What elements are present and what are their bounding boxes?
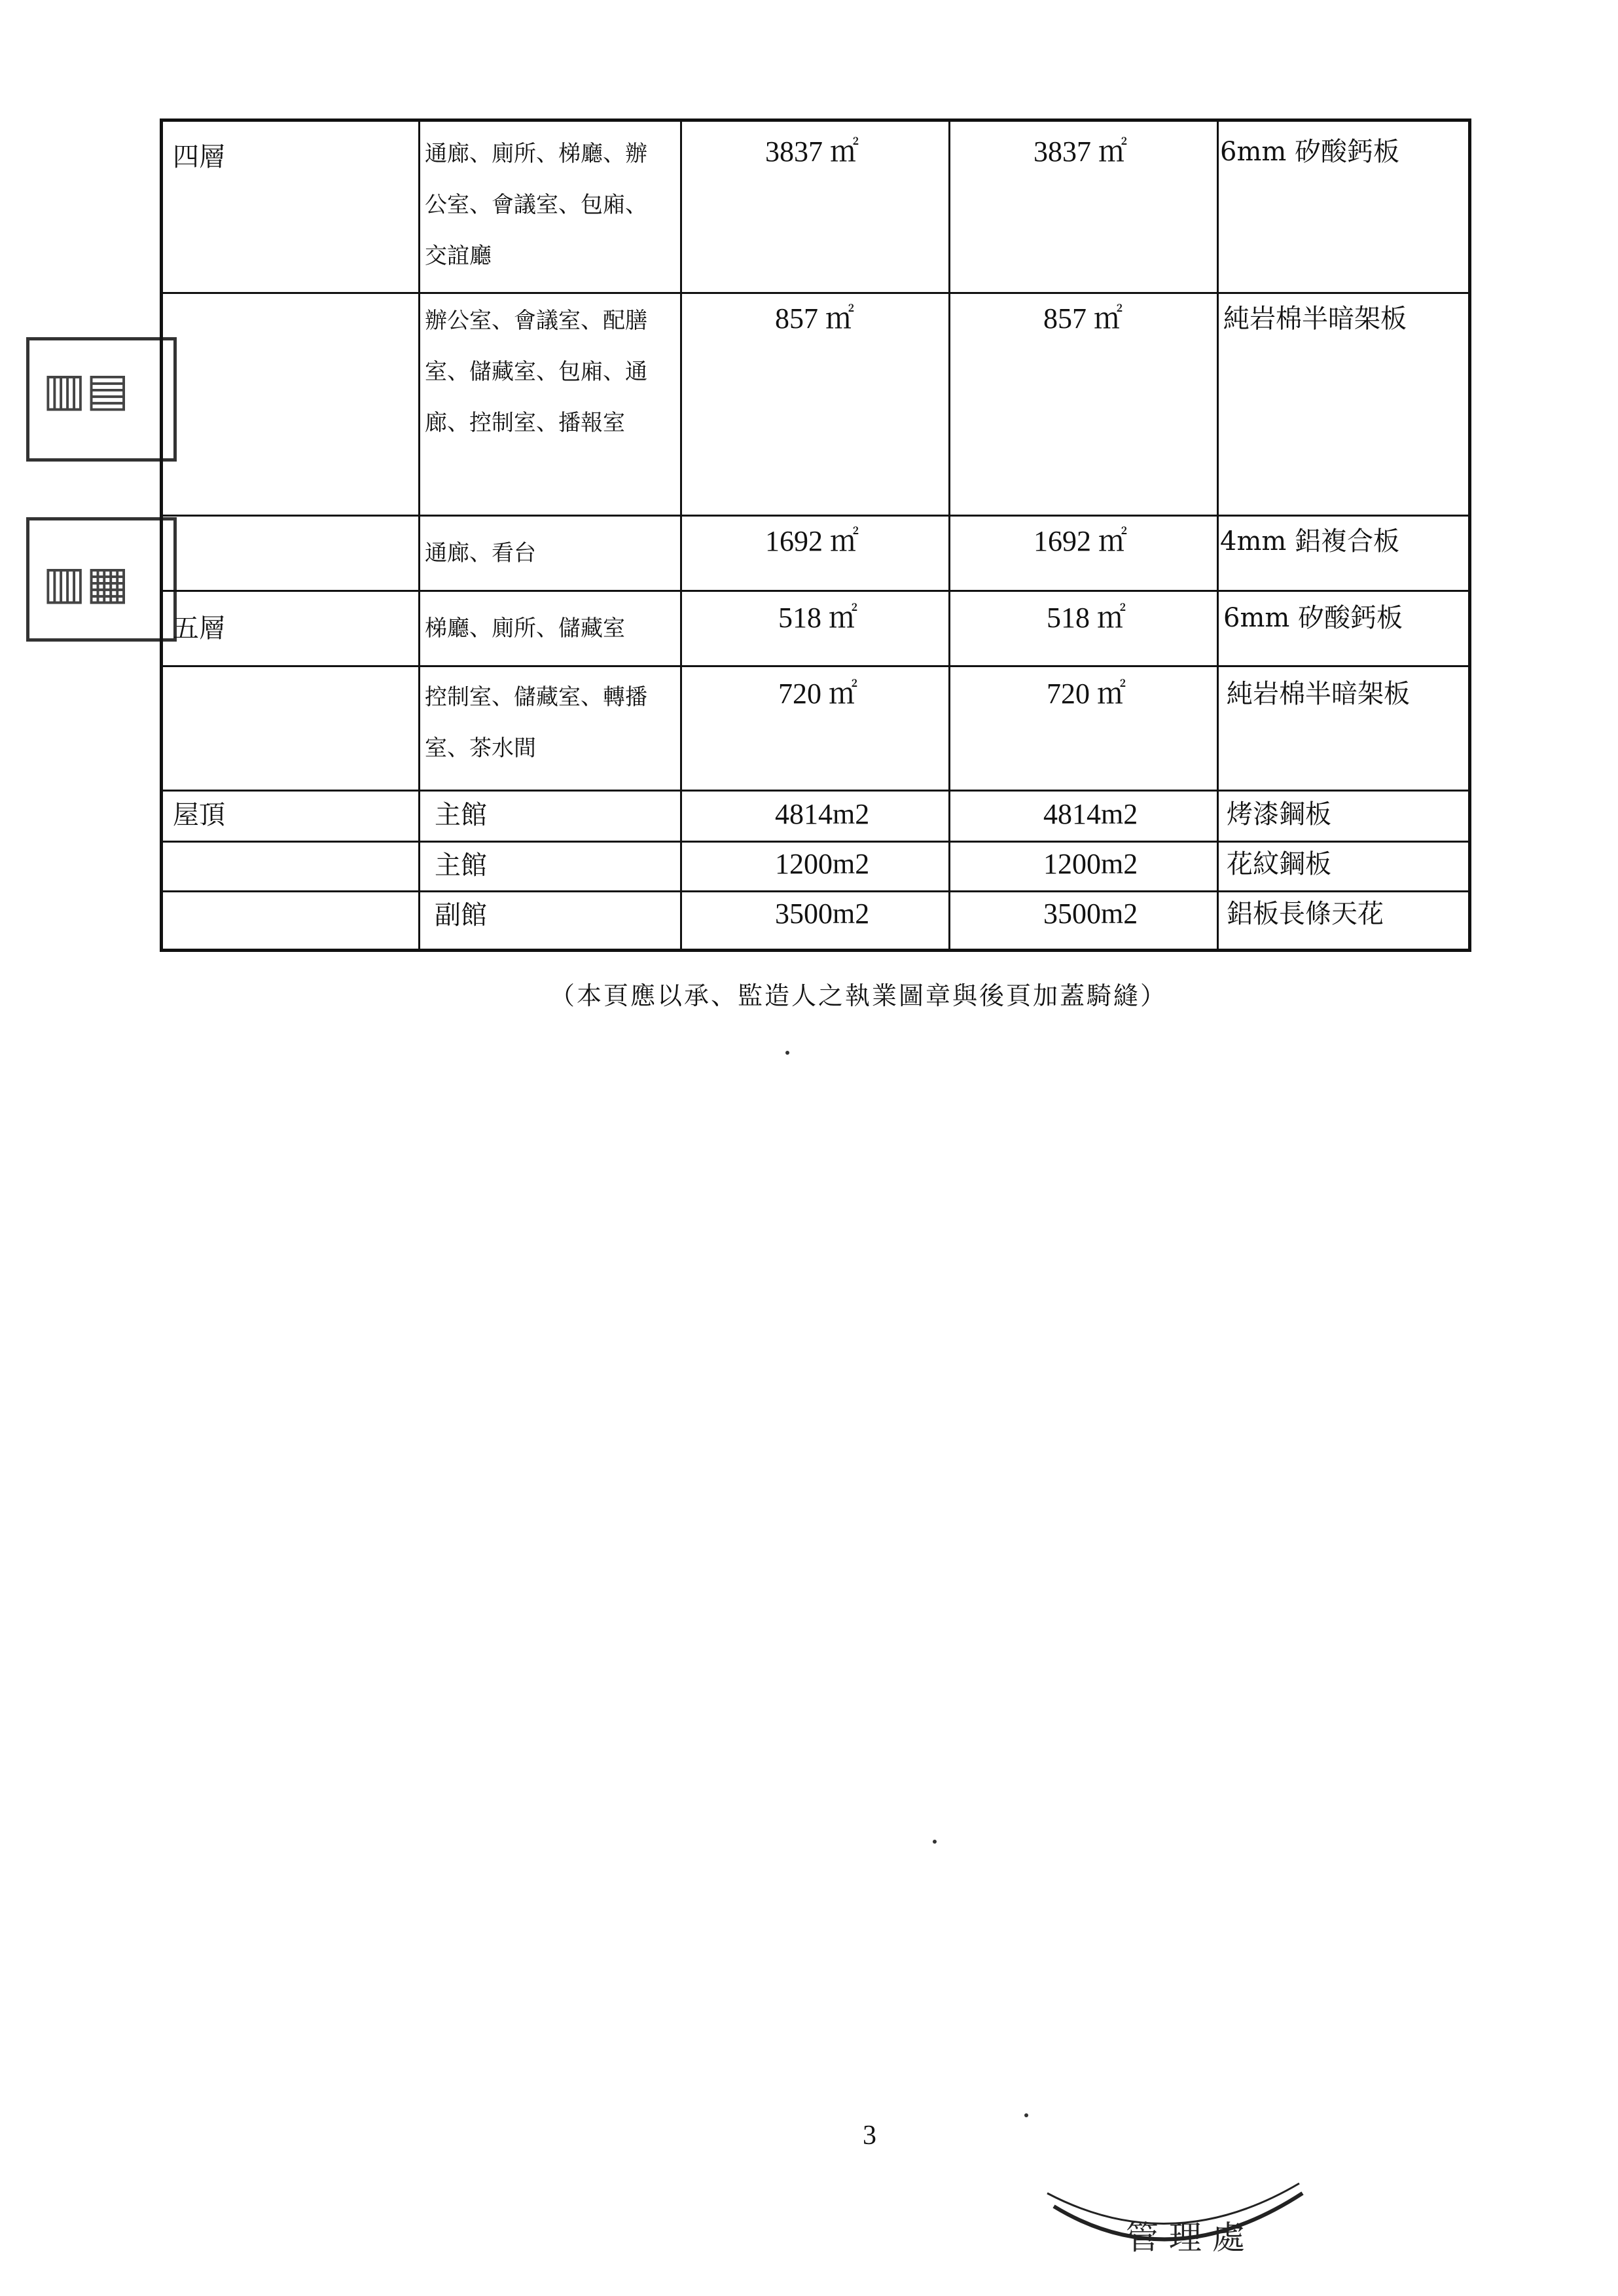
table-cell-qty1: 3500m2: [775, 898, 870, 930]
table-cell-material: 4mm 鋁複合板: [1220, 526, 1400, 556]
scan-speck: [933, 1840, 937, 1844]
seal-glyph: ▥▦: [43, 556, 130, 610]
table-cell-area: 梯廳、廁所、儲藏室: [425, 615, 625, 642]
table-cell-qty2: 3837 ㎡: [1034, 136, 1127, 168]
page-number: 3: [863, 2121, 876, 2151]
table-cell-area: 副館: [435, 900, 487, 930]
bottom-right-seal-stamp: [1041, 2180, 1316, 2272]
table-cell-qty2: 518 ㎡: [1047, 602, 1126, 634]
seal-glyph: ▥▤: [43, 363, 130, 416]
materials-table: [160, 118, 1471, 952]
table-cell-qty2: 1692 ㎡: [1034, 525, 1127, 557]
table-cell-material: 烤漆鋼板: [1227, 799, 1331, 829]
table-column-divider: [680, 122, 682, 949]
table-cell-material: 6mm 矽酸鈣板: [1223, 603, 1403, 633]
table-cell-qty1: 518 ㎡: [778, 602, 857, 634]
table-cell-material: 純岩棉半暗架板: [1227, 679, 1410, 709]
table-row-divider: [163, 841, 1468, 843]
table-cell-material: 6mm 矽酸鈣板: [1220, 137, 1400, 167]
table-row-divider: [163, 890, 1468, 892]
table-cell-floor: 四層: [173, 142, 225, 172]
table-cell-qty2: 1200m2: [1043, 848, 1138, 880]
left-seal-stamp-bottom: [26, 517, 177, 642]
left-seal-stamp-top: [26, 337, 177, 462]
table-row-divider: [163, 665, 1468, 667]
footnote: （本頁應以承、監造人之執業圖章與後頁加蓋騎縫）: [550, 981, 1168, 1010]
table-cell-qty2: 3500m2: [1043, 898, 1138, 930]
table-cell-qty1: 4814m2: [775, 798, 870, 830]
table-column-divider: [418, 122, 420, 949]
table-row-divider: [163, 590, 1468, 592]
table-cell-floor: 屋頂: [173, 800, 225, 830]
table-cell-floor: 五層: [173, 613, 225, 644]
table-cell-area: 通廊、看台: [425, 540, 536, 566]
table-cell-qty1: 1200m2: [775, 848, 870, 880]
table-row-divider: [163, 790, 1468, 792]
table-cell-area: 辦公室、會議室、配膳室、儲藏室、包廂、通廊、控制室、播報室: [425, 308, 647, 436]
table-cell-qty1: 720 ㎡: [778, 678, 857, 710]
table-cell-material: 花紋鋼板: [1227, 849, 1331, 879]
table-column-divider: [948, 122, 950, 949]
table-cell-area: 控制室、儲藏室、轉播室、茶水間: [425, 684, 647, 761]
table-cell-qty2: 857 ㎡: [1043, 302, 1123, 335]
table-cell-area: 通廊、廁所、梯廳、辦公室、會議室、包廂、交誼廳: [425, 141, 647, 269]
table-cell-area: 主館: [435, 850, 487, 881]
table-cell-material: 鋁板長條天花: [1227, 899, 1384, 929]
table-row-divider: [163, 515, 1468, 517]
table-cell-qty1: 857 ㎡: [775, 302, 854, 335]
table-column-divider: [1217, 122, 1219, 949]
table-cell-material: 純岩棉半暗架板: [1223, 304, 1407, 334]
scan-speck: [1024, 2113, 1028, 2117]
table-cell-qty2: 4814m2: [1043, 798, 1138, 830]
table-row-divider: [163, 292, 1468, 294]
table-cell-qty2: 720 ㎡: [1047, 678, 1126, 710]
svg-text:管 理 處: 管 理 處: [1126, 2219, 1245, 2257]
table-cell-area: 主館: [435, 800, 487, 830]
table-cell-qty1: 3837 ㎡: [765, 136, 859, 168]
scan-speck: [785, 1051, 789, 1055]
table-cell-qty1: 1692 ㎡: [765, 525, 859, 557]
